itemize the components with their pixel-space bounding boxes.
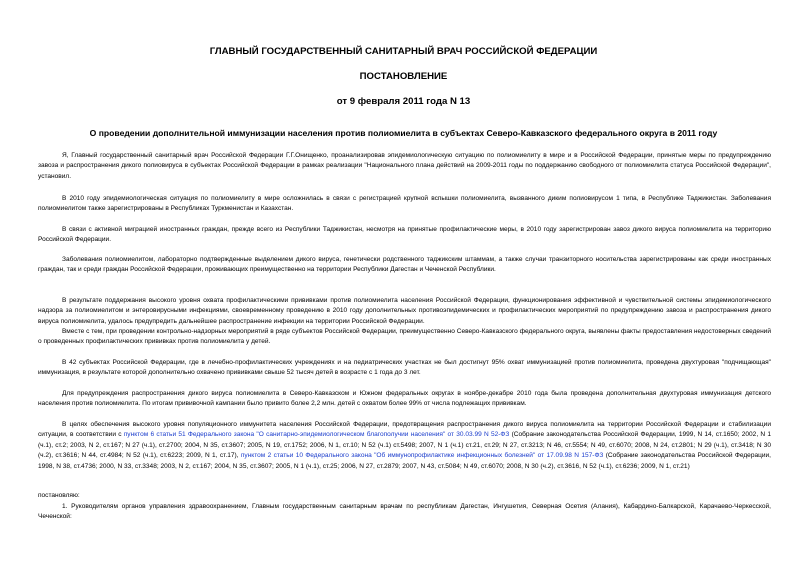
paragraph-2: В 2010 году эпидемиологическая ситуация по полиомиелиту в мире осложнилась в связи с регистрацией крупной вспышки полиомиелита, вызванного диким полиовирусом 1 типа, в Республике Таджикистан. Заболевания полиомиелитом также зарегистрированы в Республиках Туркменистан и Казахстан. <box>38 195 771 213</box>
paragraph-item-1: 1. Руководителям органов управления здравоохранением, Главным государственным санитарным врачам по республикам Дагестан, Ингушетия, Северная Осетия (Алания), Кабардино-Балкарской, Карачаево-Черкесской, Чеченской: <box>38 503 771 521</box>
paragraph-3: В связи с активной миграцией иностранных граждан, прежде всего из Республики Таджикистан, несмотря на принятые профилактические меры, в 2010 году зарегистрирован завоз дикого вируса полиомиелита на территорию Российской Федерации. <box>38 226 771 244</box>
document-type-heading: ПОСТАНОВЛЕНИЕ <box>359 71 448 82</box>
resolution-word: постановляю: <box>38 492 80 499</box>
date-number-heading: от 9 февраля 2011 года N 13 <box>336 96 471 107</box>
paragraph-9-text-c: (Собрание законодательства Российской Федерации, 1998, N 38, ст.4736; 2000, N 33, ст.3348; 2003, N 2, ст.167; 2004, N 35, ст.3607; 2005, N 1 (ч.1), ст.25; 2006, N 27, ст.2879; 2007, N 43, ст.5084; N 49, ст.6070; 2008, N 30 (ч.2), ст.3616, N 52 (ч.1), ст.6236; 2009, N 1, ст.21) <box>38 452 771 470</box>
paragraph-9-text-a: В целях обеспечения высокого уровня популяционного иммунитета населения Российской Федерации, предотвращения распространения дикого вируса полиомиелита на территории Российской Федерации и стабилизации ситуации, в соответствии с <box>38 421 771 439</box>
paragraph-4: Заболевания полиомиелитом, лабораторно подтвержденные выделением дикого вируса, генетически родственного таджикским штаммам, а также случаи транзиторного носительства зарегистрированы как среди иностранных граждан, так и среди граждан Российской Федерации, проживающих преимущественно на территории Республики Дагестан и Чеченской Республики. <box>38 256 771 274</box>
paragraph-7: В 42 субъектах Российской Федерации, где в лечебно-профилактических учреждениях и на педиатрических участках не был достигнут 95% охват иммунизацией против полиомиелита, проведена двухтуровая "подчищающая" иммунизация, в результате которой дополнительно охвачено прививками свыше 52 тысяч детей в возрасте с 1 года до 3 лет. <box>38 359 771 377</box>
paragraph-5: В результате поддержания высокого уровня охвата профилактическими прививками против полиомиелита населения Российской Федерации, функционирования эффективной и чувствительной системы эпидемиологического надзора за полиомиелитом и энтеровирусными инфекциями, своевременному проведению в 2010 году дополнительных противоэпидемических и профилактических мероприятий по предупреждению завоза и распространения дикого вируса полиомиелита, удалось предупредить дальнейшее распространение инфекции на территории Российской Федерации. <box>38 297 771 325</box>
paragraph-9-text-b: (Собрание законодательства Российской Федерации, 1999, N 14, ст.1650; 2002, N 1 (ч.1), ст.2; 2003, N 2, ст.167; N 27 (ч.1), ст.2700; 2004, N 35, ст.3607; 2005, N 19, ст.1752; 2006, N 1, ст.10; N 52 (ч.1) ст.5498; 2007, N 1 (ч.1) ст.21, ст.29; N 27, ст.3213; N 46, ст.5554; N 49, ст.6070; 2008, N 24, ст.2801; N 29 (ч.1), ст.3418; N 30 (ч.2), ст.3616; N 44, ст.4984; N 52 (ч.1), ст.6223; 2009, N 1, ст.17), <box>38 431 771 460</box>
paragraph-9 <box>38 420 771 472</box>
paragraph-6: Вместе с тем, при проведении контрольно-надзорных мероприятий в ряде субъектов Российской Федерации, преимущественно Северо-Кавказского федерального округа, выявлены факты предоставления недостоверных сведений о проведенных профилактических прививках против полиомиелита у детей. <box>38 328 771 346</box>
authority-heading: ГЛАВНЫЙ ГОСУДАРСТВЕННЫЙ САНИТАРНЫЙ ВРАЧ РОССИЙСКОЙ ФЕДЕРАЦИИ <box>209 46 598 57</box>
document-title: О проведении дополнительной иммунизации населения против полиомиелита в субъектах Северо-Кавказского федерального округа в 2011 году <box>89 128 718 138</box>
law-52-fz-link[interactable]: пунктом 6 статьи 51 Федерального закона "О санитарно-эпидемиологическом благополучии населения" от 30.03.99 N 52-ФЗ <box>123 431 510 439</box>
law-157-fz-link[interactable]: пунктом 2 статьи 10 Федерального закона "Об иммунопрофилактике инфекционных болезней" от 17.09.98 N 157-ФЗ <box>240 452 604 460</box>
paragraph-1: Я, Главный государственный санитарный врач Российской Федерации Г.Г.Онищенко, проанализировав эпидемиологическую ситуацию по полиомиелиту в мире и в Российской Федерации, принятые меры по предупреждению завоза и распространения дикого полиовируса в субъектах Российской Федерации в рамках реализации "Национального плана действий на 2009-2011 годы по поддержанию свободного от полиомиелита статуса Российской Федерации", установил. <box>38 152 771 180</box>
paragraph-8: Для предупреждения распространения дикого вируса полиомиелита в Северо-Кавказском и Южном федеральных округах в ноябре-декабре 2010 года была проведена дополнительная двухтуровая иммунизация детского населения против полиомиелита. По итогам прививочной кампании было привито более 2,2 млн. детей с охватом более 99% от числа подлежащих прививкам. <box>38 390 771 408</box>
